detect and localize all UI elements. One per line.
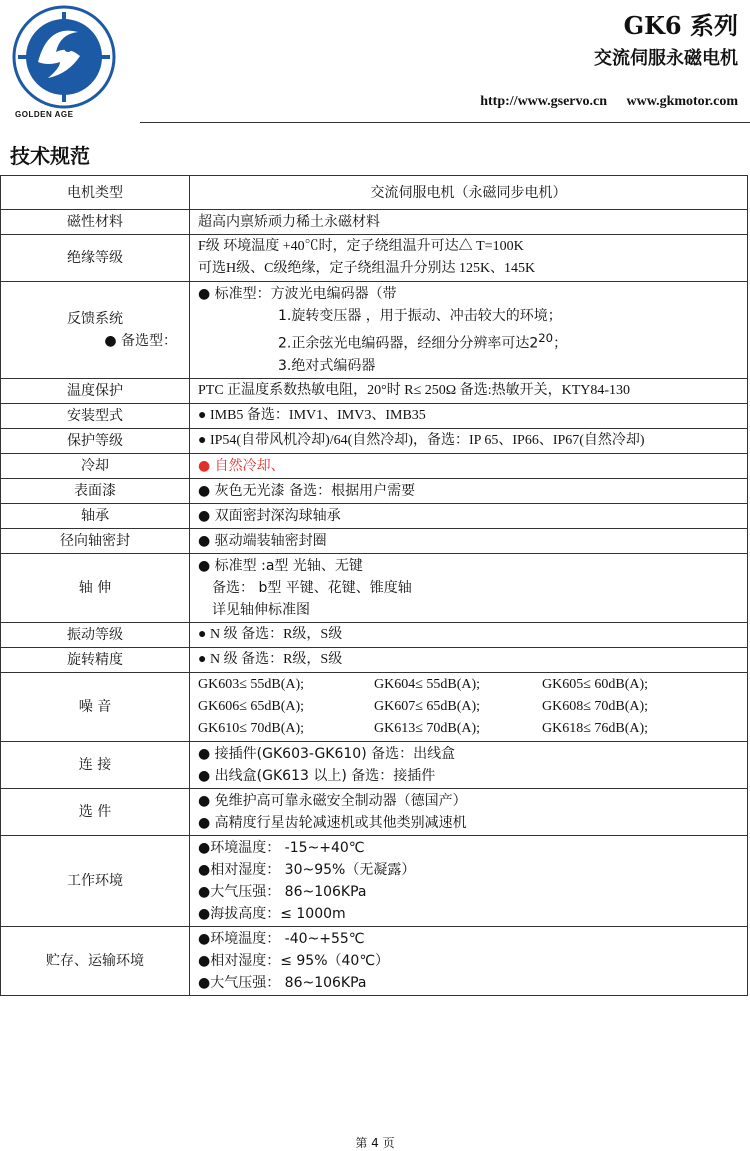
shaft-line: 备选： b型 平键、花键、锥度轴	[212, 579, 412, 596]
table-row	[1, 503, 748, 528]
header-divider	[140, 122, 750, 123]
row-label: 安装型式	[1, 403, 190, 428]
feedback-line-sup: 20	[538, 331, 554, 345]
row-value	[190, 235, 748, 282]
table-row	[1, 528, 748, 553]
insulation-line: 可选H级、C级绝缘，定子绕组温升分别达 125K、145K	[198, 261, 536, 276]
row-value: ● 双面密封深沟球轴承	[190, 503, 748, 528]
row-value	[190, 553, 748, 622]
row-label: 工作环境	[1, 835, 190, 926]
noise-item: GK605≤ 60dB(A);	[542, 676, 649, 692]
golden-age-logo-icon	[8, 4, 120, 114]
shaft-line: 详见轴伸标准图	[212, 601, 310, 618]
table-row	[1, 741, 748, 788]
row-label: 选 件	[1, 788, 190, 835]
row-label: 轴承	[1, 503, 190, 528]
row-value: ● IMB5 备选：IMV1、IMV3、IMB35	[190, 403, 748, 428]
noise-item: GK613≤ 70dB(A);	[374, 720, 481, 736]
noise-item: GK606≤ 65dB(A);	[198, 698, 305, 714]
table-row	[1, 428, 748, 453]
row-value: ● N 级 备选：R级，S级	[190, 622, 748, 647]
table-row	[1, 210, 748, 235]
table-row	[1, 835, 748, 926]
row-value: ● 驱动端装轴密封圈	[190, 528, 748, 553]
row-label: 表面漆	[1, 478, 190, 503]
table-row	[1, 647, 748, 672]
logo-text: GOLDEN AGE	[15, 110, 74, 119]
row-value	[190, 788, 748, 835]
url-gkmotor[interactable]: www.gkmotor.com	[626, 94, 738, 109]
table-row	[1, 788, 748, 835]
row-value: 超高内禀矫顽力稀土永磁材料	[190, 210, 748, 235]
row-label: 磁性材料	[1, 210, 190, 235]
company-logo	[8, 4, 120, 126]
product-series-title: GK6 系列	[623, 11, 738, 40]
noise-item: GK604≤ 55dB(A);	[374, 676, 481, 692]
storage-env-line: ●相对湿度：≤ 95%（40℃）	[198, 952, 390, 969]
row-value: ● 自然冷却、	[190, 453, 748, 478]
feedback-line: 1.旋转变压器 ，用于振动、冲击较大的环境；	[278, 308, 562, 324]
row-value	[190, 926, 748, 995]
table-row	[1, 378, 748, 403]
table-row	[1, 403, 748, 428]
shaft-line: ● 标准型 :a型 光轴、无键	[198, 557, 363, 574]
website-urls	[480, 94, 738, 110]
row-label: 冷却	[1, 453, 190, 478]
row-label: 温度保护	[1, 378, 190, 403]
row-value	[190, 672, 748, 741]
row-value	[190, 741, 748, 788]
row-value: ● IP54(自带风机冷却)/64(自然冷却)，备选：IP 65、IP66、IP67(自然冷却)	[190, 428, 748, 453]
spec-table	[0, 175, 748, 996]
row-label: 振动等级	[1, 622, 190, 647]
table-row	[1, 282, 748, 379]
row-label: 绝缘等级	[1, 235, 190, 282]
table-row	[1, 553, 748, 622]
page-number: 第 4 页	[355, 1136, 395, 1150]
row-label: 轴 伸	[1, 553, 190, 622]
work-env-line: ●海拔高度：≤ 1000m	[198, 905, 346, 922]
row-label: 旋转精度	[1, 647, 190, 672]
row-label: 噪 音	[1, 672, 190, 741]
url-gservo[interactable]: http://www.gservo.cn	[480, 94, 608, 109]
table-row	[1, 176, 748, 210]
table-row	[1, 622, 748, 647]
row-value: ● 灰色无光漆 备选：根据用户需要	[190, 478, 748, 503]
feedback-line: 3.绝对式编码器	[278, 357, 376, 374]
work-env-line: ●大气压强： 86~106KPa	[198, 883, 367, 900]
product-subtitle: 交流伺服永磁电机	[594, 48, 738, 69]
noise-grid	[198, 674, 739, 740]
feedback-line	[198, 327, 739, 355]
noise-item: GK618≤ 76dB(A);	[542, 720, 649, 736]
table-row	[1, 672, 748, 741]
feedback-label: 反馈系统	[67, 310, 123, 327]
options-line: ● 免维护高可靠永磁安全制动器（德国产）	[198, 792, 467, 809]
row-label	[1, 282, 190, 379]
feedback-line-text: 2.正余弦光电编码器，经细分分辨率可达2	[278, 335, 539, 352]
work-env-line: ●环境温度： -15~+40℃	[198, 839, 365, 856]
row-label: 贮存、运输环境	[1, 926, 190, 995]
noise-item: GK603≤ 55dB(A);	[198, 676, 305, 692]
connection-line: ● 接插件(GK603-GK610) 备选：出线盒	[198, 745, 456, 762]
feedback-line: ● 标准型：方波光电编码器（带	[198, 286, 397, 302]
storage-env-line: ●环境温度： -40~+55℃	[198, 930, 365, 947]
section-title: 技术规范	[10, 144, 90, 168]
noise-item: GK608≤ 70dB(A);	[542, 698, 649, 714]
storage-env-line: ●大气压强： 86~106KPa	[198, 974, 367, 991]
table-row	[1, 453, 748, 478]
work-env-line: ●相对湿度： 30~95%（无凝露）	[198, 861, 416, 878]
row-value: PTC 正温度系数热敏电阻，20°时 R≤ 250Ω 备选:热敏开关，KTY84-130	[190, 378, 748, 403]
table-row	[1, 926, 748, 995]
row-label: 电机类型	[1, 176, 190, 210]
connection-line: ● 出线盒(GK613 以上) 备选：接插件	[198, 767, 436, 784]
feedback-line-end: ；	[553, 335, 568, 352]
row-value: ● N 级 备选：R级，S级	[190, 647, 748, 672]
noise-item: GK610≤ 70dB(A);	[198, 720, 305, 736]
row-value	[190, 282, 748, 379]
row-value: 交流伺服电机（永磁同步电机）	[190, 176, 748, 210]
insulation-line: F级 环境温度 +40℃时，定子绕组温升可达△ T=100K	[198, 239, 524, 254]
row-label: 径向轴密封	[1, 528, 190, 553]
table-row	[1, 235, 748, 282]
row-value	[190, 835, 748, 926]
feedback-sublabel: ● 备选型：	[104, 332, 177, 349]
row-label: 保护等级	[1, 428, 190, 453]
table-row	[1, 478, 748, 503]
row-label: 连 接	[1, 741, 190, 788]
noise-item: GK607≤ 65dB(A);	[374, 698, 481, 714]
options-line: ● 高精度行星齿轮减速机或其他类别减速机	[198, 814, 467, 831]
